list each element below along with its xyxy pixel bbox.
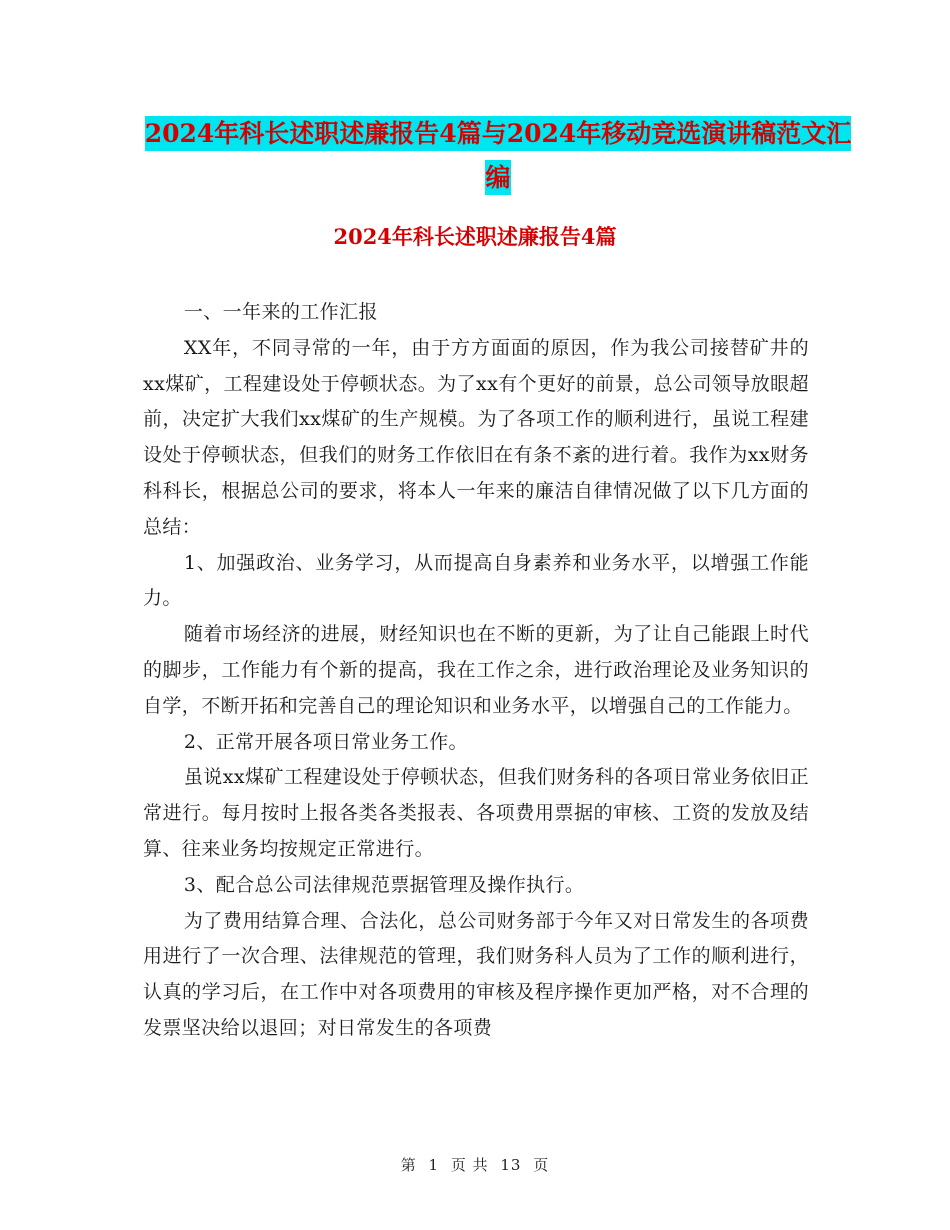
body-paragraph: 2、正常开展各项日常业务工作。 bbox=[183, 730, 468, 753]
section-title: 2024年科长述职述廉报告4篇 bbox=[333, 224, 617, 249]
body-paragraph: 3、配合总公司法律规范票据管理及操作执行。 bbox=[183, 873, 585, 896]
footer-suffix: 页 bbox=[533, 1156, 550, 1174]
footer-page-number: 1 bbox=[428, 1156, 440, 1174]
footer-middle: 页 共 bbox=[450, 1156, 489, 1174]
document-body bbox=[143, 295, 809, 1047]
body-paragraph: 虽说xx煤矿工程建设处于停顿状态，但我们财务科的各项日常业务依旧正常进行。每月按时上报各类各类报表、各项费用票据的审核、工资的发放及结算、往来业务均按规定正常进行。 bbox=[143, 766, 809, 860]
document-title bbox=[140, 112, 856, 200]
footer-total-pages: 13 bbox=[500, 1156, 522, 1174]
body-paragraph: 为了费用结算合理、合法化，总公司财务部于今年又对日常发生的各项费用进行了一次合理、法律规范的管理，我们财务科人员为了工作的顺利进行，认真的学习后，在工作中对各项费用的审核及程序操作更加严格，对不合理的发票坚决给以退回；对日常发生的各项费 bbox=[143, 909, 809, 1039]
footer-prefix: 第 bbox=[400, 1156, 417, 1174]
body-paragraph: XX年，不同寻常的一年，由于方方面面的原因，作为我公司接替矿井的xx煤矿，工程建设处于停顿状态。为了xx有个更好的前景，总公司领导放眼超前，决定扩大我们xx煤矿的生产规模。为了各项工作的顺利进行，虽说工程建设处于停顿状态，但我们的财务工作依旧在有条不紊的进行着。我作为xx财务科科长，根据总公司的要求，将本人一年来的廉洁自律情况做了以下几方面的总结： bbox=[143, 336, 809, 538]
document-title-text: 2024年科长述职述廉报告4篇与2024年移动竞选演讲稿范文汇编 bbox=[145, 116, 852, 195]
body-paragraph: 一、一年来的工作汇报 bbox=[183, 301, 378, 323]
body-paragraph: 1、加强政治、业务学习，从而提高自身素养和业务水平，以增强工作能力。 bbox=[143, 551, 809, 610]
page-footer bbox=[0, 1154, 950, 1176]
body-paragraph: 随着市场经济的进展，财经知识也在不断的更新，为了让自己能跟上时代的脚步，工作能力有个新的提高，我在工作之余，进行政治理论及业务知识的自学，不断开拓和完善自己的理论知识和业务水平，以增强自己的工作能力。 bbox=[143, 623, 809, 717]
